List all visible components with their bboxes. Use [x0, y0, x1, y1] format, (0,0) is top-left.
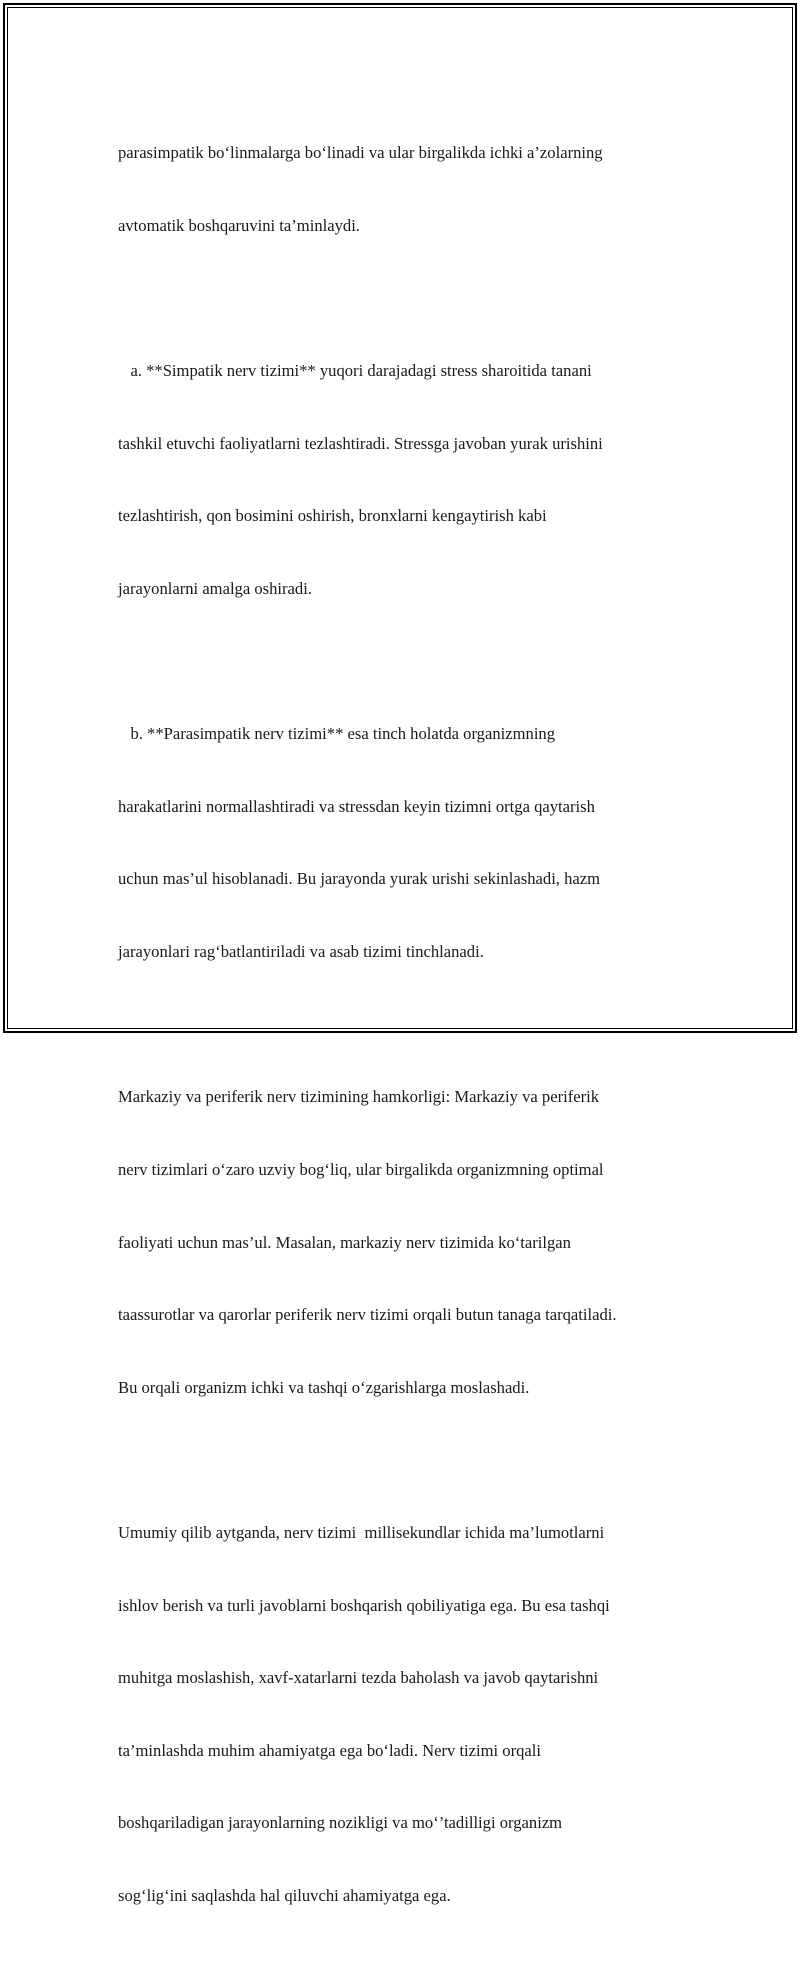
- document-page: [3, 3, 797, 1905]
- text-line: uchun mas’ul hisoblanadi. Bu jarayonda yurak urishi sekinlashadi, hazm: [118, 869, 601, 889]
- text-line: harakatlarini normallashtiradi va stressdan keyin tizimni ortga qaytarish: [118, 796, 595, 816]
- text-line: muhitga moslashish, xavf-xatarlarni tezda baholash va javob qaytarishni: [118, 1668, 599, 1688]
- paragraph-xulosa: [118, 1473, 678, 1957]
- text-line: jarayonlarni amalga oshiradi.: [118, 579, 312, 599]
- text-line: faoliyati uchun mas’ul. Masalan, markaziy nerv tizimida ko‘tarilgan: [118, 1232, 571, 1252]
- text-line: ishlov berish va turli javoblarni boshqarish qobiliyatiga ega. Bu esa tashqi: [118, 1595, 610, 1615]
- text-line: ta’minlashda muhim ahamiyatga ega bo‘ladi. Nerv tizimi orqali: [118, 1740, 542, 1760]
- document-body: [118, 93, 678, 1981]
- text-line: Umumiy qilib aytganda, nerv tizimi millisekundlar ichida ma’lumotlarni: [118, 1522, 605, 1542]
- text-line: parasimpatik bo‘linmalarga bo‘linadi va ular birgalikda ichki a’zolarning: [118, 143, 603, 163]
- text-line: tashkil etuvchi faoliyatlarni tezlashtiradi. Stressga javoban yurak urishini: [118, 433, 603, 453]
- text-line: Bu orqali organizm ichki va tashqi o‘zgarishlarga moslashadi.: [118, 1377, 530, 1397]
- paragraph-parasimpatik: [118, 674, 678, 1013]
- paragraph-simpatik: [118, 311, 678, 650]
- text-line: b. **Parasimpatik nerv tizimi** esa tinch holatda organizmning: [118, 724, 556, 744]
- text-line: boshqariladigan jarayonlarning nozikligi va mo‘’tadilligi organizm: [118, 1813, 563, 1833]
- text-line: jarayonlari rag‘batlantiriladi va asab tizimi tinchlanadi.: [118, 942, 484, 962]
- paragraph-intro: [118, 93, 678, 287]
- text-line: taassurotlar va qarorlar periferik nerv tizimi orqali butun tanaga tarqatiladi.: [118, 1305, 617, 1325]
- text-line: tezlashtirish, qon bosimini oshirish, bronxlarni kengaytirish kabi: [118, 506, 547, 526]
- text-line: avtomatik boshqaruvini ta’minlaydi.: [118, 216, 360, 236]
- text-line: sog‘lig‘ini saqlashda hal qiluvchi ahamiyatga ega.: [118, 1885, 451, 1905]
- text-line: Markaziy va periferik nerv tizimining hamkorligi: Markaziy va periferik: [118, 1087, 600, 1107]
- paragraph-hamkorlik: [118, 1037, 678, 1448]
- text-line: nerv tizimlari o‘zaro uzviy bog‘liq, ular birgalikda organizmning optimal: [118, 1159, 604, 1179]
- text-line: a. **Simpatik nerv tizimi** yuqori darajadagi stress sharoitida tanani: [118, 361, 592, 381]
